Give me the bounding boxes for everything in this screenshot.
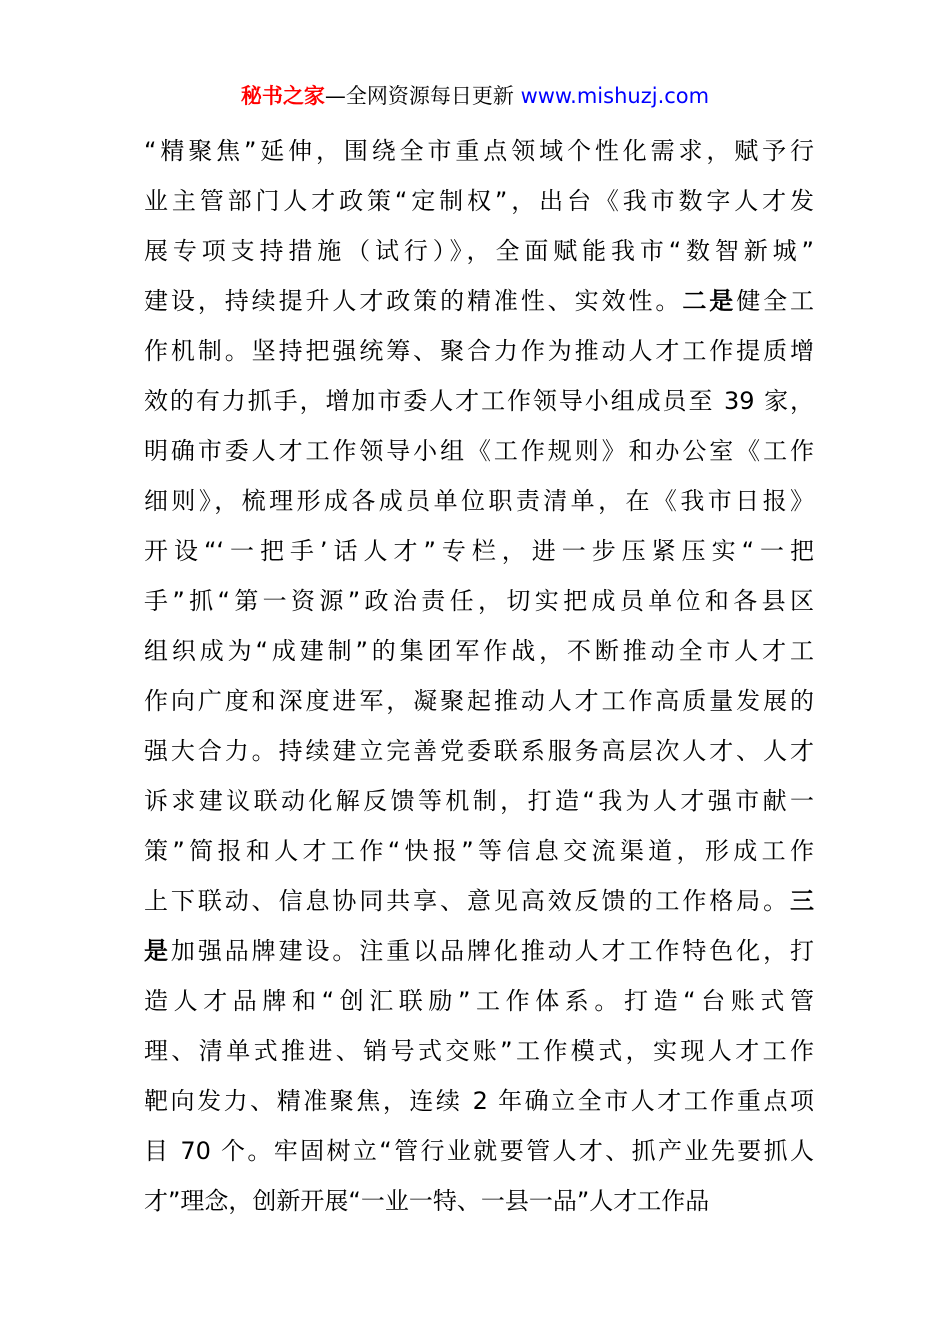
text-segment: 策”简报和人才工作“快报”等信息交流渠道，形成工作 bbox=[144, 837, 814, 865]
text-segment: 作机制。坚持把强统筹、聚合力作为推动人才工作提质增 bbox=[144, 337, 814, 365]
bold-text-segment: 三 bbox=[790, 887, 814, 915]
text-line bbox=[144, 426, 814, 476]
page-header bbox=[0, 80, 950, 112]
text-line bbox=[144, 576, 814, 626]
body-text bbox=[144, 126, 814, 1226]
text-segment: 效的有力抓手，增加市委人才工作领导小组成员至 39 家， bbox=[144, 387, 814, 415]
text-segment: “精聚焦”延伸，围绕全市重点领域个性化需求，赋予行 bbox=[144, 137, 814, 165]
text-line bbox=[144, 476, 814, 526]
text-line bbox=[144, 1026, 814, 1076]
text-line bbox=[144, 226, 814, 276]
text-segment: 建设，持续提升人才政策的精准性、实效性。 bbox=[144, 287, 683, 315]
text-line bbox=[144, 176, 814, 226]
text-line bbox=[144, 126, 814, 176]
text-segment: 才”理念，创新开展“一业一特、一县一品”人才工作品 bbox=[144, 1187, 710, 1215]
text-line bbox=[144, 726, 814, 776]
text-line bbox=[144, 526, 814, 576]
text-segment: 手”抓“第一资源”政治责任，切实把成员单位和各县区 bbox=[144, 587, 814, 615]
text-segment: 诉求建议联动化解反馈等机制，打造“我为人才强市献一 bbox=[144, 787, 814, 815]
website-link[interactable]: www.mishuzj.com bbox=[513, 84, 710, 108]
text-segment: 加强品牌建设。注重以品牌化推动人才工作特色化，打 bbox=[170, 937, 815, 965]
text-segment: 目 70 个。牢固树立“管行业就要管人才、抓产业先要抓人 bbox=[144, 1137, 814, 1165]
bold-text-segment: 二是 bbox=[682, 287, 737, 315]
text-segment: 展专项支持措施（试行）》，全面赋能我市“数智新城” bbox=[144, 237, 814, 265]
text-segment: 造人才品牌和“创汇联励”工作体系。打造“台账式管 bbox=[144, 987, 814, 1015]
text-line bbox=[144, 1126, 814, 1176]
brand-name: 秘书之家 bbox=[240, 84, 325, 108]
text-line bbox=[144, 1076, 814, 1126]
text-segment: 上下联动、信息协同共享、意见高效反馈的工作格局。 bbox=[144, 887, 790, 915]
text-segment: 靶向发力、精准聚焦，连续 2 年确立全市人才工作重点项 bbox=[144, 1087, 814, 1115]
text-line bbox=[144, 1176, 814, 1226]
text-segment: 细则》，梳理形成各成员单位职责清单，在《我市日报》 bbox=[144, 487, 814, 515]
text-line bbox=[144, 776, 814, 826]
text-segment: 作向广度和深度进军，凝聚起推动人才工作高质量发展的 bbox=[144, 687, 814, 715]
header-tagline: —全网资源每日更新 bbox=[324, 84, 514, 108]
text-line bbox=[144, 926, 814, 976]
text-line bbox=[144, 326, 814, 376]
text-line bbox=[144, 826, 814, 876]
text-segment: 明确市委人才工作领导小组《工作规则》和办公室《工作 bbox=[144, 437, 814, 465]
text-segment: 健全工 bbox=[736, 287, 815, 315]
bold-text-segment: 是 bbox=[144, 937, 171, 965]
text-line bbox=[144, 376, 814, 426]
text-segment: 组织成为“成建制”的集团军作战，不断推动全市人才工 bbox=[144, 637, 814, 665]
text-line bbox=[144, 676, 814, 726]
text-segment: 开设“‘一把手’话人才”专栏，进一步压紧压实“一把 bbox=[144, 537, 814, 565]
text-line bbox=[144, 976, 814, 1026]
text-line bbox=[144, 876, 814, 926]
text-segment: 强大合力。持续建立完善党委联系服务高层次人才、人才 bbox=[144, 737, 814, 765]
text-segment: 业主管部门人才政策“定制权”，出台《我市数字人才发 bbox=[144, 187, 814, 215]
text-segment: 理、清单式推进、销号式交账”工作模式，实现人才工作 bbox=[144, 1037, 814, 1065]
text-line bbox=[144, 276, 814, 326]
text-line bbox=[144, 626, 814, 676]
